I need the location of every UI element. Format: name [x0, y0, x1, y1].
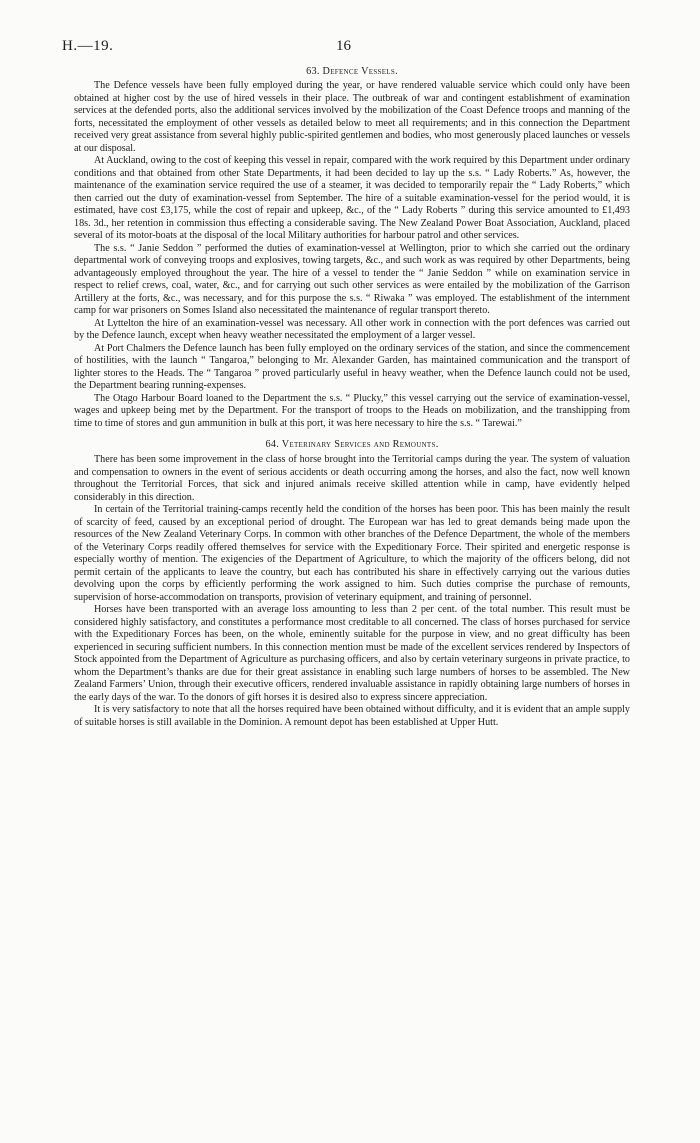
paragraph: The s.s. “ Janie Seddon ” performed the duties of examination-vessel at Wellington, prior to which she carried out the ordinary departmental work of conveying troops and explosives, towing targets, &c., and such work as was required by other Departments, being advantageously employed throughout the year. The hire of a vessel to tender the “ Janie Seddon ” while on examination service in respect to relief crews, coal, water, &c., and for carrying out such other services as were entailed by the mobilization of the Garrison Artillery at the forts, &c., was necessary, and for this purpose the s.s. “ Riwaka ” was employed. The establishment of the internment camp for war prisoners on Somes Island also necessitated the maintenance of regular transport thereto.: [74, 242, 630, 316]
document-body: [74, 66, 630, 729]
paragraph: There has been some improvement in the class of horse brought into the Territorial camps during the year. The system of valuation and compensation to owners in the event of serious accidents or death occurring among the horses, and also the fact, now well known throughout the Territorial Forces, that sick and injured animals receive skilled attention while in camp, have evidently helped considerably in this direction.: [74, 454, 630, 503]
paragraph: It is very satisfactory to note that all the horses required have been obtained without difficulty, and it is evident that an ample supply of suitable horses is still available in the Dominion. A remount depot has been established at Upper Hutt.: [74, 704, 630, 728]
page-number: 16: [336, 38, 351, 54]
section-heading: 63. Defence Vessels.: [306, 66, 398, 77]
paragraph: At Port Chalmers the Defence launch has been fully employed on the ordinary services of the station, and since the commencement of hostilities, with the launch “ Tangaroa,” belonging to Mr. Alexander Garden, has maintained communication and the transport of lighter stores to the Heads. The “ Tangaroa ” proved particularly useful in heavy weather, when the Defence launch could not be used, the Department bearing running-expenses.: [74, 342, 630, 391]
paragraph: At Auckland, owing to the cost of keeping this vessel in repair, compared with the work required by this Department under ordinary conditions and that obtained from other State Departments, it had been decided to lay up the s.s. “ Lady Roberts.” As, however, the maintenance of the examination service required the use of a steamer, it was decided to temporarily repair the “ Lady Roberts,” which then carried out the duty of examination-vessel from September. The hire of a suitable examination-vessel for the period would, it is estimated, have cost £3,175, while the cost of repair and upkeep, &c., of the “ Lady Roberts ” during this service amounted to £1,493 18s. 3d., her retention in commission thus effecting a considerable saving. The New Zealand Power Boat Association, Auckland, placed several of its motor-boats at the disposal of the local Military authorities for harbour patrol and other services.: [74, 155, 630, 241]
section-heading: 64. Veterinary Services and Remounts.: [265, 439, 439, 450]
section-veterinary-services: [74, 439, 630, 729]
paragraph: Horses have been transported with an average loss amounting to less than 2 per cent. of the total number. This result must be considered highly satisfactory, and constitutes a performance most creditable to all concerned. The class of horses purchased for service with the Expeditionary Forces has been, on the whole, eminently suitable for the purpose in view, and no great difficulty has been experienced in securing sufficient numbers. In this connection mention must be made of the excellent services rendered by Inspectors of Stock appointed from the Department of Agriculture as purchasing officers, and also by certain veterinary surgeons in private practice, to whom the Department’s thanks are due for their great assistance in enabling such large numbers of horses to be assembled. The New Zealand Farmers’ Union, through their executive officers, rendered invaluable assistance in rapidly obtaining large numbers of horses in the early days of the war. To the donors of gift horses it is desired also to express sincere appreciation.: [74, 604, 630, 703]
paragraph: The Defence vessels have been fully employed during the year, or have rendered valuable service which could only have been obtained at higher cost by the use of hired vessels in their place. The outbreak of war and contingent establishment of examination services at the defended ports, also the additional services involved by the mobilization of the Coast Defence troops and manning of the forts, necessitated the employment of other vessels as detailed below to meet all requirements; and in this connection the Department received very great assistance from several highly public-spirited gentlemen and bodies, who most generously placed launches or vessels at our disposal.: [74, 80, 630, 154]
section-defence-vessels: [74, 66, 630, 430]
paragraph: The Otago Harbour Board loaned to the Department the s.s. “ Plucky,” this vessel carrying out the service of examination-vessel, wages and upkeep being met by the Department. For the transport of troops to the Heads on mobilization, and the transhipping from time to time of stores and gun ammunition in bulk at this port, it was here necessary to hire the s.s. “ Tarewai.”: [74, 392, 630, 429]
paragraph: At Lyttelton the hire of an examination-vessel was necessary. All other work in connection with the port defences was carried out by the Defence launch, except when heavy weather necessitated the employment of a larger vessel.: [74, 317, 630, 341]
paragraph: In certain of the Territorial training-camps recently held the condition of the horses has been poor. This has been mainly the result of scarcity of feed, caused by an exceptional period of drought. The European war has led to great demands being made upon the resources of the New Zealand Veterinary Corps. In common with other branches of the Defence Department, the whole of the members of the Veterinary Corps readily offered themselves for service with the Expeditionary Force. Their spirited and energetic response is especially worthy of mention. The exigencies of the Department of Agriculture, to which the majority of the officers belong, did not permit certain of the applicants to leave the country, but each has contributed his share in effectively carrying out the various duties devolving upon the corps by efficiently performing the work assigned to him. Such duties comprise the purchase of remounts, supervision of horse-accommodation on transports, provision of veterinary equipment, and training of personnel.: [74, 504, 630, 603]
report-code: H.—19.: [62, 38, 114, 54]
